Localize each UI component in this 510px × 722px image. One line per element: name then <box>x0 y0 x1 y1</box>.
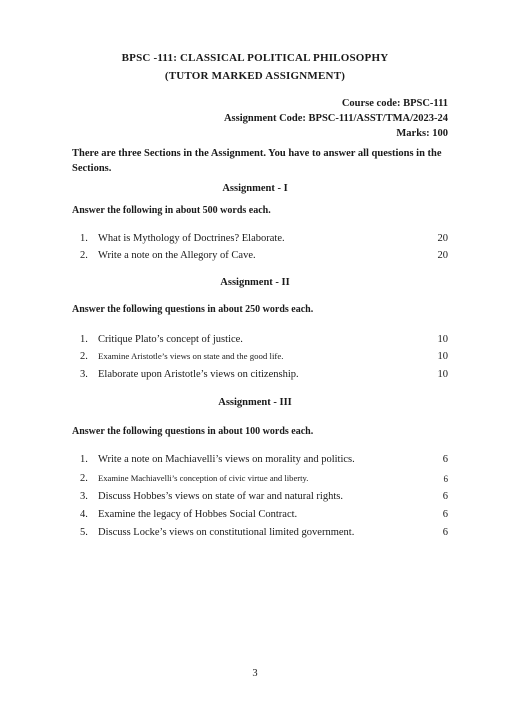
question-number: 5. <box>80 527 88 538</box>
question-marks: 6 <box>443 474 448 484</box>
section-instruction-1: Answer the following in about 500 words each. <box>72 205 271 216</box>
question-item <box>80 351 283 362</box>
question-number: 2. <box>80 250 88 261</box>
question-marks: 20 <box>437 233 448 244</box>
question-item <box>80 233 285 244</box>
course-code: Course code: BPSC-111 <box>341 98 448 109</box>
question-text: Discuss Hobbes’s views on state of war and natural rights. <box>98 491 343 502</box>
section-heading-3: Assignment - III <box>218 397 292 408</box>
intro-instructions: There are three Sections in the Assignment. You have to answer all questions in the Sections. <box>72 148 442 174</box>
question-marks: 20 <box>437 250 448 261</box>
document-subtitle: (TUTOR MARKED ASSIGNMENT) <box>164 70 346 82</box>
question-number: 1. <box>80 233 88 244</box>
question-marks: 6 <box>442 491 448 502</box>
question-item <box>80 527 354 538</box>
page-number: 3 <box>252 668 258 679</box>
question-text: What is Mythology of Doctrines? Elaborate. <box>98 233 285 244</box>
question-text: Examine the legacy of Hobbes Social Contract. <box>98 509 298 520</box>
question-marks: 6 <box>442 454 448 465</box>
question-number: 3. <box>80 491 88 502</box>
question-item <box>80 473 308 484</box>
question-text: Examine Machiavelli’s conception of civic virtue and liberty. <box>98 473 309 483</box>
question-number: 2. <box>80 351 88 362</box>
question-number: 2. <box>80 473 88 484</box>
assignment-code: Assignment Code: BPSC-111/ASST/TMA/2023-24 <box>223 113 448 124</box>
question-item <box>80 334 243 345</box>
question-text: Critique Plato’s concept of justice. <box>98 334 243 345</box>
question-item <box>80 250 256 261</box>
question-marks: 6 <box>442 509 448 520</box>
question-marks: 10 <box>437 351 448 362</box>
question-number: 3. <box>80 369 88 380</box>
marks-total: Marks: 100 <box>396 128 448 139</box>
question-number: 1. <box>80 334 88 345</box>
question-text: Discuss Locke’s views on constitutional limited government. <box>98 527 355 538</box>
question-text: Write a note on the Allegory of Cave. <box>98 250 256 261</box>
question-item <box>80 454 355 465</box>
section-instruction-2: Answer the following questions in about 250 words each. <box>72 304 314 315</box>
question-item <box>80 509 297 520</box>
question-text: Write a note on Machiavelli’s views on morality and politics. <box>98 454 355 465</box>
question-marks: 10 <box>437 334 448 345</box>
question-item <box>80 369 299 380</box>
question-marks: 10 <box>437 369 448 380</box>
document-title: BPSC -111: CLASSICAL POLITICAL PHILOSOPHY <box>121 52 389 64</box>
question-item <box>80 491 343 502</box>
question-marks: 6 <box>442 527 448 538</box>
question-number: 4. <box>80 509 88 520</box>
question-number: 1. <box>80 454 88 465</box>
section-instruction-3: Answer the following questions in about 100 words each. <box>72 426 314 437</box>
section-heading-1: Assignment - I <box>222 183 288 194</box>
question-text: Elaborate upon Aristotle’s views on citizenship. <box>98 369 299 380</box>
section-heading-2: Assignment - II <box>220 277 290 288</box>
question-text: Examine Aristotle’s views on state and the good life. <box>98 351 284 361</box>
